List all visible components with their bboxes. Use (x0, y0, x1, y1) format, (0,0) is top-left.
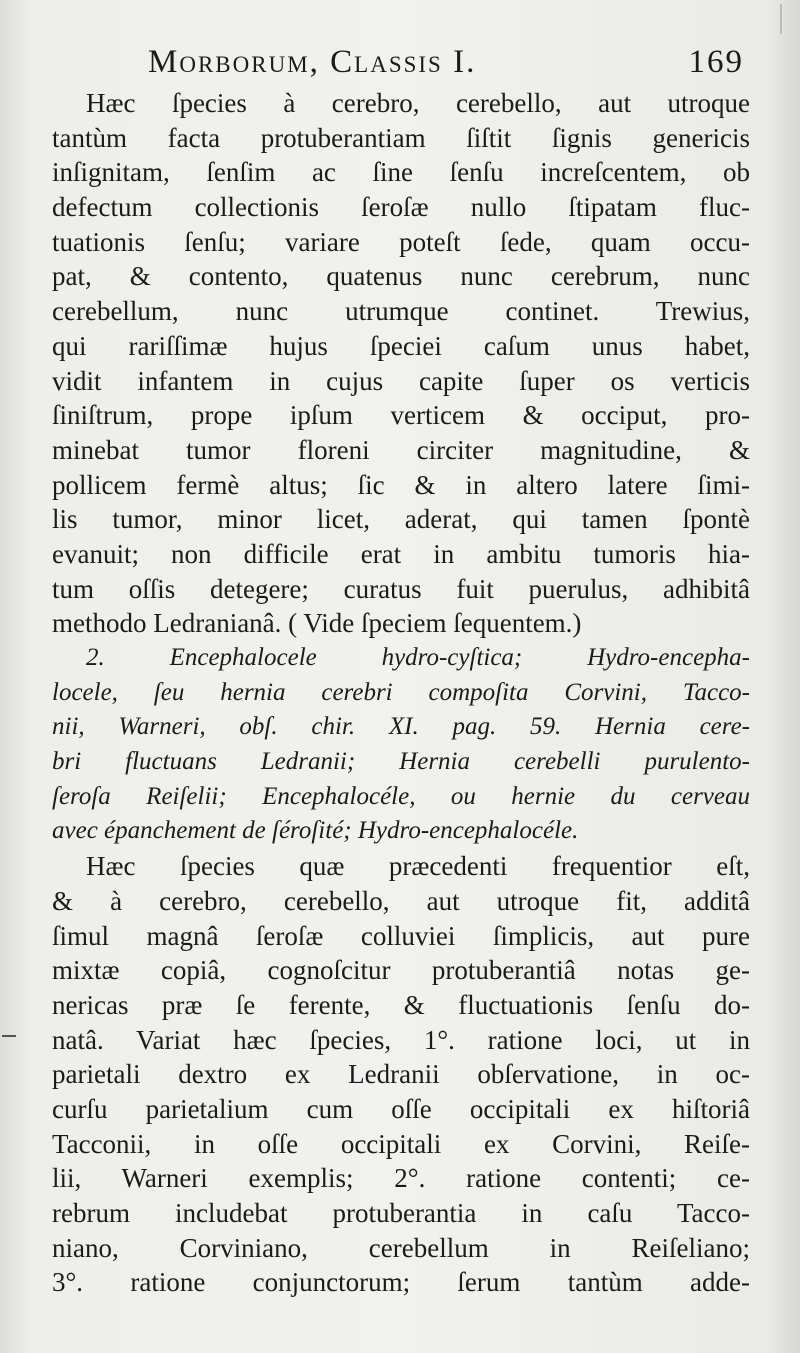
text-line: Hæc ſpecies quæ præcedenti frequentior eſt, (86, 851, 750, 882)
text-line: vidit infantem in cujus capite ſuper os verticis (52, 365, 750, 396)
text-line: methodo Ledranianâ. ( Vide ſpeciem ſequentem.) (52, 608, 582, 639)
text-line: pollicem fermè altus; ſic & in altero latere ſimi- (52, 469, 750, 500)
text-line: avec épanchement de ſéroſité; Hydro-encephalocéle. (52, 817, 579, 845)
text-line: tum oſſis detegere; curatus fuit puerulus, adhibitâ (52, 573, 750, 604)
running-title: Morborum, Classis I. (148, 44, 477, 80)
text-line: Hæc ſpecies à cerebro, cerebello, aut utroque (86, 88, 750, 118)
text-line: cerebellum, nunc utrumque continet. Trewius, (52, 296, 750, 327)
text-line: lis tumor, minor licet, aderat, qui tamen ſpontè (52, 504, 750, 535)
page-edge-mark (780, 4, 782, 34)
text-line: nericas præ ſe ferente, & fluctuationis ſenſu do- (52, 989, 750, 1020)
text-line: 2. Encephalocele hydro-cyſtica; Hydro-encepha- (86, 644, 750, 671)
text-line: lii, Warneri exemplis; 2°. ratione contenti; ce- (52, 1163, 750, 1194)
page-number: 169 (688, 44, 744, 80)
text-line: ſimul magnâ ſeroſæ colluviei ſimplicis, aut pure (52, 920, 750, 951)
text-line: nii, Warneri, obſ. chir. XI. pag. 59. Hernia cere- (52, 713, 750, 741)
text-line: parietali dextro ex Ledranii obſervatione, in oc- (52, 1059, 750, 1090)
text-line: curſu parietalium cum oſſe occipitali ex hiſtoriâ (52, 1093, 750, 1124)
text-line: evanuit; non difficile erat in ambitu tumoris hia- (52, 538, 750, 569)
text-line: niano, Corviniano, cerebellum in Reiſeliano; (52, 1232, 750, 1263)
text-line: & à cerebro, cerebello, aut utroque fit, additâ (52, 885, 750, 916)
text-line: tuationis ſenſu; variare poteſt ſede, quam occu- (52, 226, 750, 257)
text-line: ſeroſa Reiſelii; Encephalocéle, ou hernie du cerveau (52, 782, 750, 810)
text-line: tantùm facta protuberantiam ſiſtit ſignis genericis (52, 122, 750, 153)
body-text (52, 86, 750, 1300)
text-line: mixtæ copiâ, cognoſcitur protuberantiâ notas ge- (52, 955, 750, 986)
text-line: locele, ſeu hernia cerebri compoſita Corvini, Tacco- (52, 678, 750, 706)
text-line: rebrum includebat protuberantia in caſu Tacco- (52, 1198, 750, 1228)
text-line: ſiniſtrum, prope ipſum verticem & occiput, pro- (52, 400, 750, 431)
text-line: minebat tumor floreni circiter magnitudine, & (52, 434, 750, 465)
text-line: qui rariſſimæ hujus ſpeciei caſum unus habet, (52, 330, 750, 361)
text-line: Tacconii, in oſſe occipitali ex Corvini, Reiſe- (52, 1128, 750, 1159)
text-line: defectum collectionis ſeroſæ nullo ſtipatam fluc- (52, 192, 750, 223)
text-line: pat, & contento, quatenus nunc cerebrum, nunc (52, 261, 750, 292)
text-line: bri fluctuans Ledranii; Hernia cerebelli purulento- (52, 748, 750, 776)
text-line: inſignitam, ſenſim ac ſine ſenſu increſcentem, ob (52, 157, 750, 188)
text-line: 3°. ratione conjunctorum; ſerum tantùm adde- (52, 1267, 750, 1298)
text-line: natâ. Variat hæc ſpecies, 1°. ratione loci, ut in (52, 1024, 750, 1055)
margin-mark (2, 1035, 16, 1037)
